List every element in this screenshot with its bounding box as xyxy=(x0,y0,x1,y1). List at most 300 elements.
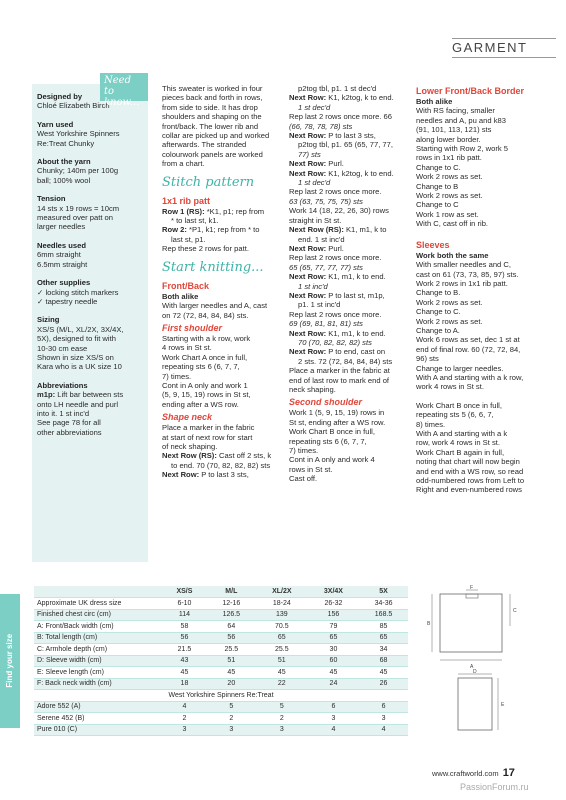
other-supplies-title: Other supplies xyxy=(37,278,91,288)
lower-border-line: Work 2 rows as set. xyxy=(416,172,483,182)
instruction-text: Rep last 2 rows once more. xyxy=(289,309,382,319)
table-cell: 26 xyxy=(359,678,408,690)
rib-row-1 xyxy=(162,207,287,216)
table-cell: 20 xyxy=(207,678,256,690)
instruction-text: 1 st dec'd xyxy=(298,102,331,112)
table-cell: 5 xyxy=(207,701,256,713)
abbrev-line: See page 78 for all xyxy=(37,418,101,428)
table-row xyxy=(34,609,408,621)
instruction-line xyxy=(289,235,414,244)
sleeve-line: odd-numbered rows from Left to xyxy=(416,476,525,486)
instruction-line xyxy=(289,366,414,375)
label-b: B xyxy=(427,621,431,627)
table-cell: 3 xyxy=(308,713,359,725)
spacer xyxy=(416,229,541,238)
table-cell: B: Total length (cm) xyxy=(34,632,162,644)
table-cell: 56 xyxy=(207,632,256,644)
instruction-text: P to end, cast on xyxy=(326,347,386,357)
instruction-text: 69 (69, 81, 81, 81) sts xyxy=(289,319,363,329)
instruction-text: 77) sts xyxy=(298,149,321,159)
table-cell: 64 xyxy=(207,621,256,633)
supply-line: ✓ locking stitch markers xyxy=(37,287,119,297)
about-yarn-line: Chunky; 140m per 100g xyxy=(37,166,119,176)
yarn-row xyxy=(34,713,408,725)
table-cell: 2 xyxy=(162,713,207,725)
table-cell: 85 xyxy=(359,621,408,633)
table-cell: Adore 552 (A) xyxy=(34,701,162,713)
table-cell: 3 xyxy=(162,724,207,736)
instruction-text: K1, m1, k to xyxy=(343,225,387,235)
table-row xyxy=(34,667,408,679)
table-cell: A: Front/Back width (cm) xyxy=(34,621,162,633)
table-row xyxy=(34,655,408,667)
table-cell: Pure 010 (C) xyxy=(34,724,162,736)
garment-diagram xyxy=(418,584,558,734)
instruction-text: end of last row to mark end of xyxy=(289,375,390,385)
first-shoulder-line: ending after a WS row. xyxy=(162,399,239,409)
table-cell: 65 xyxy=(359,632,408,644)
table-cell: 51 xyxy=(256,655,308,667)
rib-row-1-text: *K1, p1; rep from xyxy=(204,206,265,216)
second-shoulder-line: repeating sts 6 (6, 7, 7, xyxy=(289,436,367,446)
table-cell: 18-24 xyxy=(256,598,308,610)
find-your-size-text: Find your size xyxy=(5,634,15,688)
next-row-label: Next Row: xyxy=(289,159,327,169)
instruction-line xyxy=(289,376,414,385)
sleeve-line: With smaller needles and C, xyxy=(416,260,511,270)
front-back-line: on 72 (72, 84, 84, 84) sts. xyxy=(162,310,249,320)
instruction-text: K1, k2tog, k to end. xyxy=(326,93,394,103)
abbrev-line: into it. 1 st inc'd xyxy=(37,408,90,418)
table-cell: 3 xyxy=(359,713,408,725)
sleeve-line: With A and starting with a k xyxy=(416,429,508,438)
table-cell: 58 xyxy=(162,621,207,633)
rib-row-1-label: Row 1 (RS): xyxy=(162,206,205,216)
next-row-label: Next Row: xyxy=(289,93,327,103)
both-alike: Both alike xyxy=(416,97,453,106)
table-cell: 4 xyxy=(359,724,408,736)
sleeve-line: row, work 4 rows in St st. xyxy=(416,438,500,448)
second-shoulder-line: 7) times. xyxy=(289,446,319,456)
table-cell: 6 xyxy=(359,701,408,713)
sleeve-line: work 4 rows in St st. xyxy=(416,382,484,392)
table-cell: 139 xyxy=(256,609,308,621)
rib-row-2-cont: last st, p1. xyxy=(171,234,206,244)
other-supplies-block xyxy=(37,278,143,306)
table-cell: 2 xyxy=(207,713,256,725)
yarn-heading: West Yorkshire Spinners Re:Treat xyxy=(34,690,408,702)
first-shoulder-line: repeating sts 6 (6, 7, 7, xyxy=(162,362,240,372)
sleeve-line: cast on 61 (73, 73, 85, 97) sts. xyxy=(416,269,519,279)
lower-border-line: Change to C. xyxy=(416,162,461,172)
intro-line: This sweater is worked in four xyxy=(162,84,263,93)
instruction-text: P to last 3 sts, xyxy=(326,131,376,141)
table-cell: 45 xyxy=(162,667,207,679)
needles-title: Needles used xyxy=(37,240,86,250)
shape-neck-line: at start of next row for start xyxy=(162,432,253,442)
abbreviations-block xyxy=(37,381,143,437)
next-row-label: Next Row: xyxy=(289,168,327,178)
table-cell: 4 xyxy=(162,701,207,713)
lower-border-line: Starting with Row 2, work 5 xyxy=(416,144,509,154)
sleeve-line: noting that chart will now begin xyxy=(416,457,520,467)
instruction-line xyxy=(289,216,414,225)
first-shoulder-line: Starting with a k row, work xyxy=(162,333,251,343)
table-row xyxy=(34,678,408,690)
next-row-label: Next Row: xyxy=(162,470,200,480)
sleeve-line: Change to A. xyxy=(416,325,460,335)
sleeve-line: Change to larger needles. xyxy=(416,363,504,373)
column-header: XS/S xyxy=(162,586,207,598)
lower-border-heading: Lower Front/Back Border xyxy=(416,86,525,96)
instruction-text: p2tog tbl, p1. 1 st dec'd xyxy=(298,84,377,93)
table-cell: 43 xyxy=(162,655,207,667)
second-shoulder-line: rows in St st. xyxy=(289,464,333,474)
table-cell: D: Sleeve width (cm) xyxy=(34,655,162,667)
table-cell: 65 xyxy=(308,632,359,644)
rib-row-2-text: *P1, k1; rep from * to xyxy=(186,225,260,235)
next-row-label: Next Row: xyxy=(289,272,327,282)
instruction-line xyxy=(289,112,414,121)
table-cell: 2 xyxy=(256,713,308,725)
size-table xyxy=(34,586,408,736)
instruction-line xyxy=(289,300,414,309)
table-cell: 6-10 xyxy=(162,598,207,610)
instruction-text: (66, 78, 78, 78) sts xyxy=(289,121,353,131)
first-shoulder-line: 7) times. xyxy=(162,371,192,381)
about-yarn-title: About the yarn xyxy=(37,157,91,167)
abbrev-def: Lift bar between sts xyxy=(55,390,124,400)
intro-line: front/back. The lower rib and xyxy=(162,121,259,131)
instruction-line xyxy=(289,206,414,215)
yarn-used-title: Yarn used xyxy=(37,119,74,129)
instruction-text: Work 14 (18, 22, 26, 30) rows xyxy=(289,206,389,216)
sleeve-line: Work 2 rows as set. xyxy=(416,316,483,326)
shape-neck-heading: Shape neck xyxy=(162,412,213,423)
front-back-outline xyxy=(440,594,502,652)
first-shoulder-line: 4 rows in St st. xyxy=(162,343,212,353)
intro-line: from side to side. It has drop xyxy=(162,102,258,112)
tension-line: larger needles xyxy=(37,222,86,232)
second-shoulder-line: Work Chart B once in full, xyxy=(289,427,375,437)
instruction-line xyxy=(289,282,414,291)
table-cell: 70.5 xyxy=(256,621,308,633)
sleeve-line: With A and starting with a k row, xyxy=(416,372,524,382)
instruction-text: Place a marker in the fabric at xyxy=(289,366,390,376)
instruction-line xyxy=(289,178,414,187)
tension-line: measured over patt on xyxy=(37,213,113,223)
table-cell: 30 xyxy=(308,644,359,656)
sleeve-line: Change to C. xyxy=(416,307,461,317)
table-cell: 45 xyxy=(256,667,308,679)
intro-line: pieces back and forth in rows, xyxy=(162,93,263,103)
second-shoulder-line: St st, ending after a WS row. xyxy=(289,417,386,427)
column-header: XL/2X xyxy=(256,586,308,598)
lower-border-line: rows in 1x1 rib patt. xyxy=(416,153,482,163)
table-cell: Approximate UK dress size xyxy=(34,598,162,610)
designed-by-title: Designed by xyxy=(37,92,83,101)
table-cell: 34 xyxy=(359,644,408,656)
table-cell: 168.5 xyxy=(359,609,408,621)
instruction-line xyxy=(289,263,414,272)
table-cell: 79 xyxy=(308,621,359,633)
second-shoulder-line: Cast off. xyxy=(289,474,318,484)
next-row-label: Next Row: xyxy=(289,290,327,300)
section-title: GARMENT xyxy=(452,40,528,56)
instruction-line xyxy=(289,169,414,178)
table-cell: 45 xyxy=(308,667,359,679)
table-cell: 3 xyxy=(207,724,256,736)
section-header xyxy=(452,38,556,58)
yarn-used-block xyxy=(37,120,143,148)
instruction-text: straight in St st. xyxy=(289,215,342,225)
sizing-line: 5X), designed to fit with xyxy=(37,334,116,344)
instruction-line xyxy=(289,150,414,159)
instruction-text: 63 (63, 75, 75, 75) sts xyxy=(289,196,363,206)
intro-line: afterwards. The stranded xyxy=(162,140,247,150)
sleeve-line: Work 2 rows as set. xyxy=(416,297,483,307)
table-cell: C: Armhole depth (cm) xyxy=(34,644,162,656)
page-footer xyxy=(432,769,515,778)
sizing-line: Shown in size XS/S on xyxy=(37,352,114,362)
about-yarn-line: ball; 100% wool xyxy=(37,175,91,185)
sleeve-line: Work 2 rows in 1x1 rib patt. xyxy=(416,278,508,288)
instruction-line xyxy=(289,291,414,300)
table-cell: 26-32 xyxy=(308,598,359,610)
instruction-line xyxy=(289,93,414,102)
next-row-rs xyxy=(162,451,287,460)
instruction-text: 65 (65, 77, 77, 77) sts xyxy=(289,262,363,272)
shape-neck-line: of neck shaping. xyxy=(162,441,218,451)
first-shoulder-line: Cont in A only and work 1 xyxy=(162,380,248,390)
table-row xyxy=(34,598,408,610)
instruction-line xyxy=(289,310,414,319)
table-cell: Finished chest circ (cm) xyxy=(34,609,162,621)
abbrev-line: other abbreviations xyxy=(37,427,102,437)
table-cell: 25.5 xyxy=(207,644,256,656)
shape-neck-line: Place a marker in the fabric xyxy=(162,423,255,433)
sleeve-line: Work Chart B once in full, xyxy=(416,400,502,410)
next-row-text: P to last 3 sts, xyxy=(199,470,249,480)
sleeve-line: repeating sts 5 (6, 6, 7, xyxy=(416,410,494,420)
instruction-text: 70 (70, 82, 82, 82) sts xyxy=(298,337,372,347)
label-e: E xyxy=(501,702,505,708)
table-cell: 65 xyxy=(256,632,308,644)
yarn-row xyxy=(34,724,408,736)
sleeve-outline xyxy=(458,678,492,730)
sleeve-line: and end with a WS row, so read xyxy=(416,466,524,476)
sleeve-line: 96) sts xyxy=(416,354,439,364)
badge-line: Need to xyxy=(104,75,131,97)
instruction-line xyxy=(289,84,414,93)
abbrev-line xyxy=(37,390,143,399)
next-row-rs-text: Cast off 2 sts, k xyxy=(216,451,272,461)
instruction-line xyxy=(289,131,414,140)
label-f: F xyxy=(470,585,474,591)
instruction-line xyxy=(289,319,414,328)
instruction-line xyxy=(289,329,414,338)
table-cell: 25.5 xyxy=(256,644,308,656)
table-cell: 5 xyxy=(256,701,308,713)
table-cell: 4 xyxy=(308,724,359,736)
table-cell: 156 xyxy=(308,609,359,621)
instruction-text: Rep last 2 rows once more. xyxy=(289,187,382,197)
sizing-line: 10-30 cm ease xyxy=(37,343,88,353)
instruction-text: K1, k2tog, k to end. xyxy=(326,168,394,178)
table-cell: E: Sleeve length (cm) xyxy=(34,667,162,679)
needle-line: 6.5mm straight xyxy=(37,259,88,269)
next-row-label: Next Row: xyxy=(289,347,327,357)
label-d: D xyxy=(473,669,477,675)
sleeves-subheading: Work both the same xyxy=(416,250,489,260)
need-to-know-sidebar xyxy=(32,84,148,562)
start-knitting-heading: Start knitting... xyxy=(162,259,264,275)
instruction-text: Rep last 2 rows once more. xyxy=(289,253,382,263)
lower-border-line: With C, cast off in rib. xyxy=(416,219,489,229)
supply-line: ✓ tapestry needle xyxy=(37,296,98,306)
lower-border-line: (91, 101, 113, 121) sts xyxy=(416,125,492,135)
instruction-text: Purl. xyxy=(326,159,344,169)
next-row-label: Next Row: xyxy=(289,131,327,141)
sizing-line: Kara who is a UK size 10 xyxy=(37,362,122,372)
table-cell: 6 xyxy=(308,701,359,713)
instruction-text: 1 st dec'd xyxy=(298,178,331,188)
instruction-line xyxy=(289,385,414,394)
sleeve-line: 8) times. xyxy=(416,419,446,429)
next-row-rs-label: Next Row (RS): xyxy=(162,451,217,461)
instruction-line xyxy=(289,225,414,234)
sleeve-line: Work Chart B again in full, xyxy=(416,447,505,457)
table-cell: 126.5 xyxy=(207,609,256,621)
instruction-line xyxy=(289,187,414,196)
table-cell: F: Back neck width (cm) xyxy=(34,678,162,690)
instruction-line xyxy=(289,140,414,149)
second-shoulder-heading: Second shoulder xyxy=(289,397,363,408)
table-cell: 60 xyxy=(308,655,359,667)
instruction-text: 1 st inc'd xyxy=(298,281,328,291)
first-shoulder-heading: First shoulder xyxy=(162,322,223,333)
yarn-line: West Yorkshire Spinners xyxy=(37,129,120,139)
instruction-line xyxy=(289,347,414,356)
footer-site: www.craftworld.com xyxy=(432,769,499,778)
instruction-text: P to last st, m1p, xyxy=(326,290,385,300)
lower-border-line: Change to C xyxy=(416,200,459,210)
designer-name: Chloé Elizabeth Birch xyxy=(37,101,110,111)
sleeve-piece xyxy=(458,669,505,730)
needle-line: 6mm straight xyxy=(37,250,81,260)
table-cell: 34-36 xyxy=(359,598,408,610)
sleeve-line: end of final row. 60 (72, 72, 84, xyxy=(416,344,521,354)
front-back-heading: Front/Back xyxy=(162,280,210,291)
column-header: 3X/4X xyxy=(308,586,359,598)
tension-block xyxy=(37,194,143,232)
stitch-pattern-heading: Stitch pattern xyxy=(162,174,255,190)
table-cell: 21.5 xyxy=(162,644,207,656)
lower-border-line: along lower border. xyxy=(416,134,481,144)
yarn-heading-row xyxy=(34,690,408,702)
intro-line: from a chart. xyxy=(162,159,205,169)
page-number: 17 xyxy=(502,767,515,779)
column-header: M/L xyxy=(207,586,256,598)
table-cell: 24 xyxy=(308,678,359,690)
next-row xyxy=(162,470,287,479)
second-shoulder-line: Work 1 (5, 9, 15, 19) rows in xyxy=(289,408,385,418)
table-cell: 3 xyxy=(256,724,308,736)
sizing-title: Sizing xyxy=(37,315,60,325)
table-row xyxy=(34,621,408,633)
sleeve-line: Change to B. xyxy=(416,288,461,298)
sizing-block xyxy=(37,315,143,371)
table-cell: 22 xyxy=(256,678,308,690)
sizing-line: XS/S (M/L, XL/2X, 3X/4X, xyxy=(37,324,124,334)
instruction-text: Rep last 2 rows once more. 66 xyxy=(289,112,392,122)
rib-repeat: Rep these 2 rows for patt. xyxy=(162,244,249,254)
table-cell: 12-16 xyxy=(207,598,256,610)
table-cell: 45 xyxy=(359,667,408,679)
table-cell: 45 xyxy=(207,667,256,679)
lower-border-line: needles and A, pu and k83 xyxy=(416,115,506,125)
instruction-text: K1, m1, k to end. xyxy=(326,328,386,338)
both-alike: Both alike xyxy=(162,291,199,301)
instruction-line xyxy=(289,122,414,131)
label-a: A xyxy=(470,664,474,670)
instruction-line xyxy=(289,103,414,112)
intro-line: colourwork panels are worked xyxy=(162,149,263,159)
instruction-line xyxy=(289,357,414,366)
instruction-text: p2tog tbl, p1. 65 (65, 77, 77, xyxy=(298,140,393,150)
front-back-line: With larger needles and A, cast xyxy=(162,301,268,311)
next-row-label: Next Row: xyxy=(289,328,327,338)
table-cell: 114 xyxy=(162,609,207,621)
neck-opening xyxy=(466,594,478,598)
rib-row-1-cont: * to last st, k1. xyxy=(171,216,219,226)
instruction-text: Purl. xyxy=(326,243,344,253)
instruction-line xyxy=(289,338,414,347)
tension-title: Tension xyxy=(37,194,66,204)
next-row-label: Next Row (RS): xyxy=(289,225,344,235)
column-header xyxy=(34,586,162,598)
lower-border-line: With RS facing, smaller xyxy=(416,106,495,116)
table-cell: Serene 452 (B) xyxy=(34,713,162,725)
front-back-piece xyxy=(427,585,517,670)
lower-border-line: Change to B xyxy=(416,181,459,191)
table-cell: 18 xyxy=(162,678,207,690)
yarn-row xyxy=(34,701,408,713)
instruction-line xyxy=(289,159,414,168)
instruction-text: p1. 1 st inc'd xyxy=(298,300,341,310)
instruction-line xyxy=(289,244,414,253)
rib-pattern-heading: 1x1 rib patt xyxy=(162,195,211,206)
second-shoulder-line: Cont in A only and work 4 xyxy=(289,455,375,465)
spacer xyxy=(416,392,541,401)
lower-border-line: Work 2 rows as set. xyxy=(416,191,483,201)
table-cell: 51 xyxy=(207,655,256,667)
table-row xyxy=(34,644,408,656)
abbreviations-title: Abbreviations xyxy=(37,380,88,390)
about-yarn-block xyxy=(37,157,143,185)
table-row xyxy=(34,632,408,644)
rib-row-2-label: Row 2: xyxy=(162,225,187,235)
column-3 xyxy=(416,84,541,495)
tension-line: 14 sts x 19 rows = 10cm xyxy=(37,203,120,213)
badge-line: know... xyxy=(104,97,140,108)
first-shoulder-line: (5, 9, 15, 19) rows in St st, xyxy=(162,390,251,400)
rib-row-2 xyxy=(162,225,287,234)
table-header-row xyxy=(34,586,408,598)
first-shoulder-line: Work Chart A once in full, xyxy=(162,352,248,362)
instruction-text: neck shaping. xyxy=(289,385,336,394)
find-your-size-label xyxy=(0,594,20,728)
